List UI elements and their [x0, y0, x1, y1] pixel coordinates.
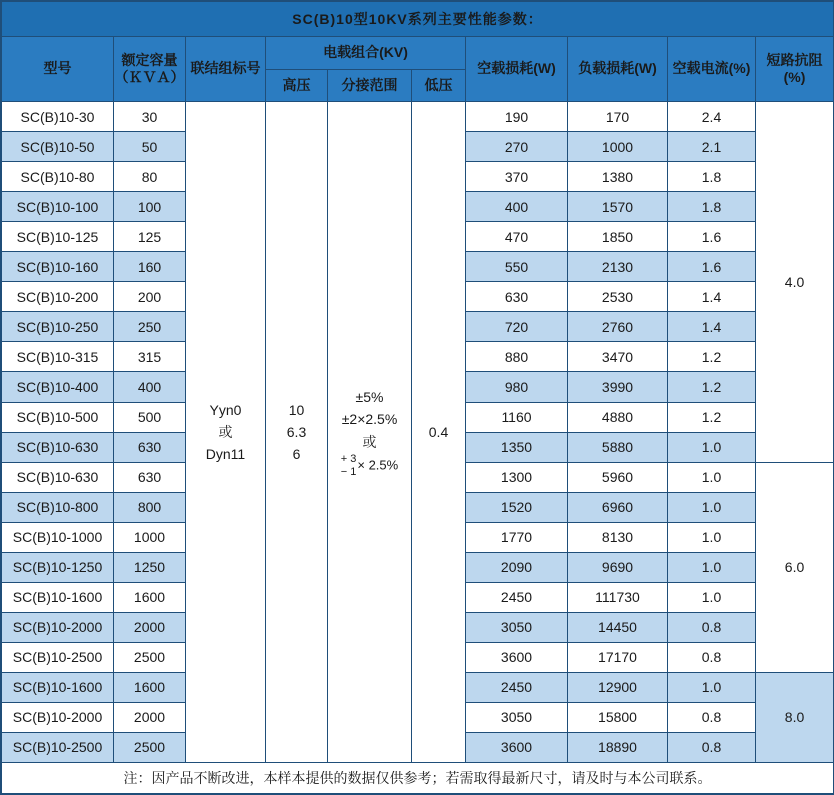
hv-line-2: 6.3 — [286, 423, 307, 440]
cell-load-loss: 15800 — [568, 702, 668, 732]
cell-load-loss: 12900 — [568, 672, 668, 702]
cell-no-load-current: 1.6 — [668, 222, 756, 252]
cell-tap-range-merged — [328, 102, 412, 763]
cell-no-load-loss: 2450 — [466, 672, 568, 702]
cell-no-load-loss: 470 — [466, 222, 568, 252]
cell-load-loss: 4880 — [568, 402, 668, 432]
cell-no-load-loss: 880 — [466, 342, 568, 372]
header-row-1 — [2, 37, 834, 70]
header-model: 型号 — [2, 37, 114, 102]
cell-no-load-current: 0.8 — [668, 732, 756, 762]
spec-table — [1, 1, 834, 794]
hv-line-3: 6 — [292, 446, 301, 463]
cell-model: SC(B)10-200 — [2, 282, 114, 312]
cell-capacity: 800 — [114, 492, 186, 522]
connection-line-1: Yyn0 — [209, 401, 242, 418]
tap-fraction-den: − 1 — [340, 465, 357, 478]
cell-no-load-current: 1.6 — [668, 252, 756, 282]
cell-capacity: 500 — [114, 402, 186, 432]
cell-load-loss: 3990 — [568, 372, 668, 402]
connection-line-3: Dyn11 — [205, 446, 246, 463]
cell-no-load-current: 1.4 — [668, 282, 756, 312]
cell-capacity: 2500 — [114, 642, 186, 672]
cell-no-load-current: 1.4 — [668, 312, 756, 342]
cell-model: SC(B)10-630 — [2, 432, 114, 462]
cell-no-load-loss: 3600 — [466, 732, 568, 762]
cell-load-loss: 18890 — [568, 732, 668, 762]
cell-impedance-group-3: 8.0 — [756, 672, 834, 762]
cell-no-load-loss: 980 — [466, 372, 568, 402]
tap-line-4 — [328, 453, 411, 478]
header-impedance: 短路抗阻(%) — [756, 37, 834, 102]
cell-model: SC(B)10-80 — [2, 162, 114, 192]
cell-no-load-loss: 2450 — [466, 582, 568, 612]
cell-no-load-current: 1.2 — [668, 342, 756, 372]
header-connection: 联结组标号 — [186, 37, 266, 102]
cell-model: SC(B)10-800 — [2, 492, 114, 522]
cell-no-load-current: 1.8 — [668, 162, 756, 192]
connection-line-2: 或 — [218, 423, 233, 440]
cell-capacity: 125 — [114, 222, 186, 252]
cell-load-loss: 17170 — [568, 642, 668, 672]
cell-no-load-loss: 1770 — [466, 522, 568, 552]
cell-impedance-group-1: 4.0 — [756, 102, 834, 462]
cell-model: SC(B)10-30 — [2, 102, 114, 132]
cell-no-load-current: 0.8 — [668, 612, 756, 642]
cell-model: SC(B)10-1000 — [2, 522, 114, 552]
header-no-load-current: 空载电流(%) — [668, 37, 756, 102]
cell-no-load-loss: 400 — [466, 192, 568, 222]
cell-no-load-loss: 720 — [466, 312, 568, 342]
tap-fraction — [341, 453, 357, 478]
cell-capacity: 315 — [114, 342, 186, 372]
cell-model: SC(B)10-500 — [2, 402, 114, 432]
cell-no-load-loss: 190 — [466, 102, 568, 132]
cell-capacity: 2000 — [114, 702, 186, 732]
table-row — [2, 102, 834, 132]
tap-fraction-num: + 3 — [340, 453, 357, 466]
cell-model: SC(B)10-1600 — [2, 672, 114, 702]
cell-model: SC(B)10-2500 — [2, 642, 114, 672]
cell-load-loss: 3470 — [568, 342, 668, 372]
cell-capacity: 1600 — [114, 582, 186, 612]
cell-model: SC(B)10-400 — [2, 372, 114, 402]
header-high-voltage: 高压 — [266, 69, 328, 102]
cell-load-loss: 5960 — [568, 462, 668, 492]
hv-line-1: 10 — [288, 401, 305, 418]
cell-capacity: 200 — [114, 282, 186, 312]
cell-no-load-current: 1.2 — [668, 372, 756, 402]
cell-model: SC(B)10-2000 — [2, 702, 114, 732]
cell-capacity: 1250 — [114, 552, 186, 582]
cell-no-load-loss: 3600 — [466, 642, 568, 672]
cell-capacity: 1600 — [114, 672, 186, 702]
cell-load-loss: 5880 — [568, 432, 668, 462]
cell-load-loss: 170 — [568, 102, 668, 132]
cell-no-load-loss: 1300 — [466, 462, 568, 492]
cell-connection-merged — [186, 102, 266, 763]
header-capacity-line2: （ＫＶＡ） — [114, 69, 185, 86]
cell-no-load-current: 1.8 — [668, 192, 756, 222]
cell-no-load-current: 1.0 — [668, 582, 756, 612]
cell-no-load-current: 2.1 — [668, 132, 756, 162]
cell-capacity: 2500 — [114, 732, 186, 762]
cell-model: SC(B)10-100 — [2, 192, 114, 222]
cell-no-load-current: 1.0 — [668, 462, 756, 492]
cell-no-load-loss: 3050 — [466, 702, 568, 732]
cell-no-load-loss: 630 — [466, 282, 568, 312]
cell-load-loss: 14450 — [568, 612, 668, 642]
header-tap-range: 分接范围 — [328, 69, 412, 102]
header-capacity — [114, 37, 186, 102]
tap-line-1: ±5% — [355, 388, 384, 405]
cell-no-load-loss: 1160 — [466, 402, 568, 432]
header-load-loss: 负载损耗(W) — [568, 37, 668, 102]
cell-load-loss: 2760 — [568, 312, 668, 342]
header-capacity-line1: 额定容量 — [121, 51, 178, 68]
cell-no-load-loss: 1520 — [466, 492, 568, 522]
cell-no-load-loss: 550 — [466, 252, 568, 282]
cell-no-load-current: 0.8 — [668, 642, 756, 672]
cell-no-load-loss: 2090 — [466, 552, 568, 582]
cell-capacity: 1000 — [114, 522, 186, 552]
cell-low-voltage-merged: 0.4 — [412, 102, 466, 763]
cell-no-load-current: 1.0 — [668, 522, 756, 552]
header-no-load-loss: 空载损耗(W) — [466, 37, 568, 102]
cell-no-load-current: 1.0 — [668, 552, 756, 582]
cell-model: SC(B)10-1600 — [2, 582, 114, 612]
cell-model: SC(B)10-50 — [2, 132, 114, 162]
tap-line-3: 或 — [362, 433, 377, 450]
cell-model: SC(B)10-1250 — [2, 552, 114, 582]
cell-load-loss: 6960 — [568, 492, 668, 522]
cell-load-loss: 1850 — [568, 222, 668, 252]
cell-no-load-current: 2.4 — [668, 102, 756, 132]
cell-no-load-current: 1.0 — [668, 672, 756, 702]
cell-impedance-group-2: 6.0 — [756, 462, 834, 672]
cell-capacity: 100 — [114, 192, 186, 222]
cell-capacity: 80 — [114, 162, 186, 192]
note-row — [2, 763, 834, 794]
cell-capacity: 630 — [114, 432, 186, 462]
cell-no-load-loss: 370 — [466, 162, 568, 192]
cell-no-load-current: 0.8 — [668, 702, 756, 732]
header-voltage-group: 电载组合(KV) — [266, 37, 466, 70]
tap-fraction-suffix: × 2.5% — [357, 457, 399, 473]
cell-load-loss: 2130 — [568, 252, 668, 282]
cell-model: SC(B)10-125 — [2, 222, 114, 252]
header-low-voltage: 低压 — [412, 69, 466, 102]
cell-no-load-loss: 1350 — [466, 432, 568, 462]
footer-note: 注：因产品不断改进，本样本提供的数据仅供参考；若需取得最新尺寸，请及时与本公司联系。 — [2, 763, 834, 794]
cell-model: SC(B)10-2500 — [2, 732, 114, 762]
table-title-row — [2, 2, 834, 37]
page-title: SC(B)10型10KV系列主要性能参数： — [2, 2, 834, 37]
cell-model: SC(B)10-2000 — [2, 612, 114, 642]
cell-high-voltage-merged — [266, 102, 328, 763]
cell-load-loss: 1000 — [568, 132, 668, 162]
cell-load-loss: 8130 — [568, 522, 668, 552]
cell-no-load-loss: 270 — [466, 132, 568, 162]
cell-load-loss: 1380 — [568, 162, 668, 192]
tap-line-2: ±2×2.5% — [341, 411, 398, 428]
cell-no-load-loss: 3050 — [466, 612, 568, 642]
cell-capacity: 30 — [114, 102, 186, 132]
cell-capacity: 250 — [114, 312, 186, 342]
cell-capacity: 50 — [114, 132, 186, 162]
cell-no-load-current: 1.2 — [668, 402, 756, 432]
cell-capacity: 160 — [114, 252, 186, 282]
cell-load-loss: 2530 — [568, 282, 668, 312]
cell-capacity: 630 — [114, 462, 186, 492]
cell-model: SC(B)10-315 — [2, 342, 114, 372]
cell-capacity: 400 — [114, 372, 186, 402]
cell-no-load-current: 1.0 — [668, 492, 756, 522]
cell-load-loss: 9690 — [568, 552, 668, 582]
cell-load-loss: 1570 — [568, 192, 668, 222]
cell-model: SC(B)10-630 — [2, 462, 114, 492]
cell-capacity: 2000 — [114, 612, 186, 642]
cell-no-load-current: 1.0 — [668, 432, 756, 462]
cell-load-loss: 111730 — [568, 582, 668, 612]
cell-model: SC(B)10-250 — [2, 312, 114, 342]
cell-model: SC(B)10-160 — [2, 252, 114, 282]
